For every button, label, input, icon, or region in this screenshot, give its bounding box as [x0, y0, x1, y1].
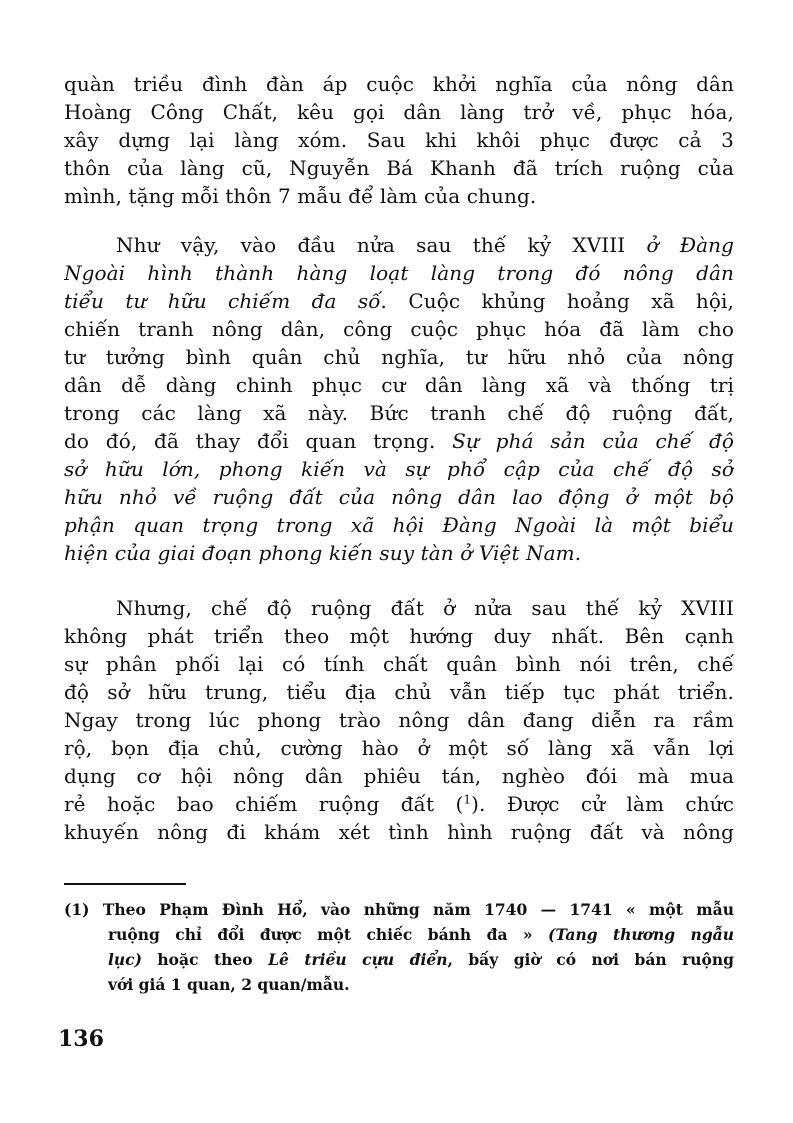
italic-text-line: hiện của giai đoạn phong kiến suy tàn ở Việt Nam.: [64, 541, 582, 565]
text-line: Hoàng Công Chất, kêu gọi dân làng trở về, phục hóa,: [64, 100, 734, 124]
italic-text-run: tiểu tư hữu chiếm đa số: [64, 289, 381, 313]
text-line: tư tưởng bình quân chủ nghĩa, tư hữu nhỏ của nông: [64, 345, 734, 369]
footnote: [64, 897, 734, 997]
text-line: dân dễ dàng chinh phục cư dân làng xã và thống trị: [64, 373, 734, 397]
text-run: do đó, đã thay đổi quan trọng.: [64, 429, 453, 453]
footnote-line: [64, 897, 734, 922]
italic-text-run: Lê triều cựu điển: [268, 950, 448, 969]
italic-text-line: hữu nhỏ về ruộng đất của nông dân lao động ở một bộ: [64, 485, 734, 509]
text-run: ). Được cử làm chức: [471, 792, 734, 816]
text-run: rẻ hoặc bao chiếm ruộng đất (: [64, 792, 464, 816]
text-line: [64, 287, 734, 315]
page-number: 136: [58, 1026, 104, 1052]
paragraph-2: [64, 231, 734, 567]
italic-text-line: phận quan trọng trong xã hội Đàng Ngoài là một biểu: [64, 513, 734, 537]
text-line: sự phân phối lại có tính chất quân bình nói trên, chế: [64, 652, 734, 676]
text-line: [64, 231, 734, 259]
text-run: Theo Phạm Đình Hổ, vào những năm 1740 — 1741 « một mẫu: [102, 900, 734, 919]
footnote-marker: (1): [64, 900, 90, 919]
italic-text-run: Sự phá sản của chế độ: [452, 429, 734, 453]
italic-text-line: sở hữu lớn, phong kiến và sự phổ cập của chế độ sở: [64, 457, 734, 481]
text-run: . Cuộc khủng hoảng xã hội,: [380, 289, 734, 313]
text-line: Nhưng, chế độ ruộng đất ở nửa sau thế kỷ XVIII: [116, 596, 734, 620]
text-line: quàn triều đình đàn áp cuộc khởi nghĩa của nông dân: [64, 72, 734, 96]
italic-text-run: ở Đàng: [646, 233, 734, 257]
text-line: mình, tặng mỗi thôn 7 mẫu để làm của chung.: [64, 184, 537, 208]
text-run: , bấy giờ có nơi bán ruộng: [447, 950, 734, 969]
footnote-reference: 1: [463, 792, 472, 807]
text-run: Như vậy, vào đầu nửa sau thế kỷ XVIII: [116, 233, 647, 257]
paragraph-3: [64, 594, 734, 846]
text-line: rộ, bọn địa chủ, cường hào ở một số làng xã vẫn lợi: [64, 736, 734, 760]
text-line: trong các làng xã này. Bức tranh chế độ ruộng đất,: [64, 401, 734, 425]
footnote-line: [64, 922, 734, 947]
footnote-divider: [64, 883, 186, 885]
text-run: hoặc theo: [141, 950, 269, 969]
text-line: xây dựng lại làng xóm. Sau khi khôi phục được cả 3: [64, 128, 734, 152]
italic-text-line: Ngoài hình thành hàng loạt làng trong đó nông dân: [64, 261, 734, 285]
footnote-line: [64, 947, 734, 972]
text-line: khuyến nông đi khám xét tình hình ruộng đất và nông: [64, 820, 734, 844]
text-line: thôn của làng cũ, Nguyễn Bá Khanh đã trích ruộng của: [64, 156, 734, 180]
text-run: ruộng chỉ đổi được một chiếc bánh đa »: [108, 925, 549, 944]
paragraph-1: [64, 70, 734, 210]
italic-text-run: (Tang thương ngẫu: [548, 925, 734, 944]
text-line: độ sở hữu trung, tiểu địa chủ vẫn tiếp tục phát triển.: [64, 680, 734, 704]
text-line: [64, 790, 734, 818]
footnote-line: với giá 1 quan, 2 quan/mẫu.: [108, 975, 350, 994]
italic-text-run: lục): [108, 950, 142, 969]
text-line: [64, 427, 734, 455]
text-line: dụng cơ hội nông dân phiêu tán, nghèo đói mà mua: [64, 764, 734, 788]
text-line: không phát triển theo một hướng duy nhất. Bên cạnh: [64, 624, 734, 648]
text-line: Ngay trong lúc phong trào nông dân đang diễn ra rầm: [64, 708, 734, 732]
text-line: chiến tranh nông dân, công cuộc phục hóa đã làm cho: [64, 317, 734, 341]
